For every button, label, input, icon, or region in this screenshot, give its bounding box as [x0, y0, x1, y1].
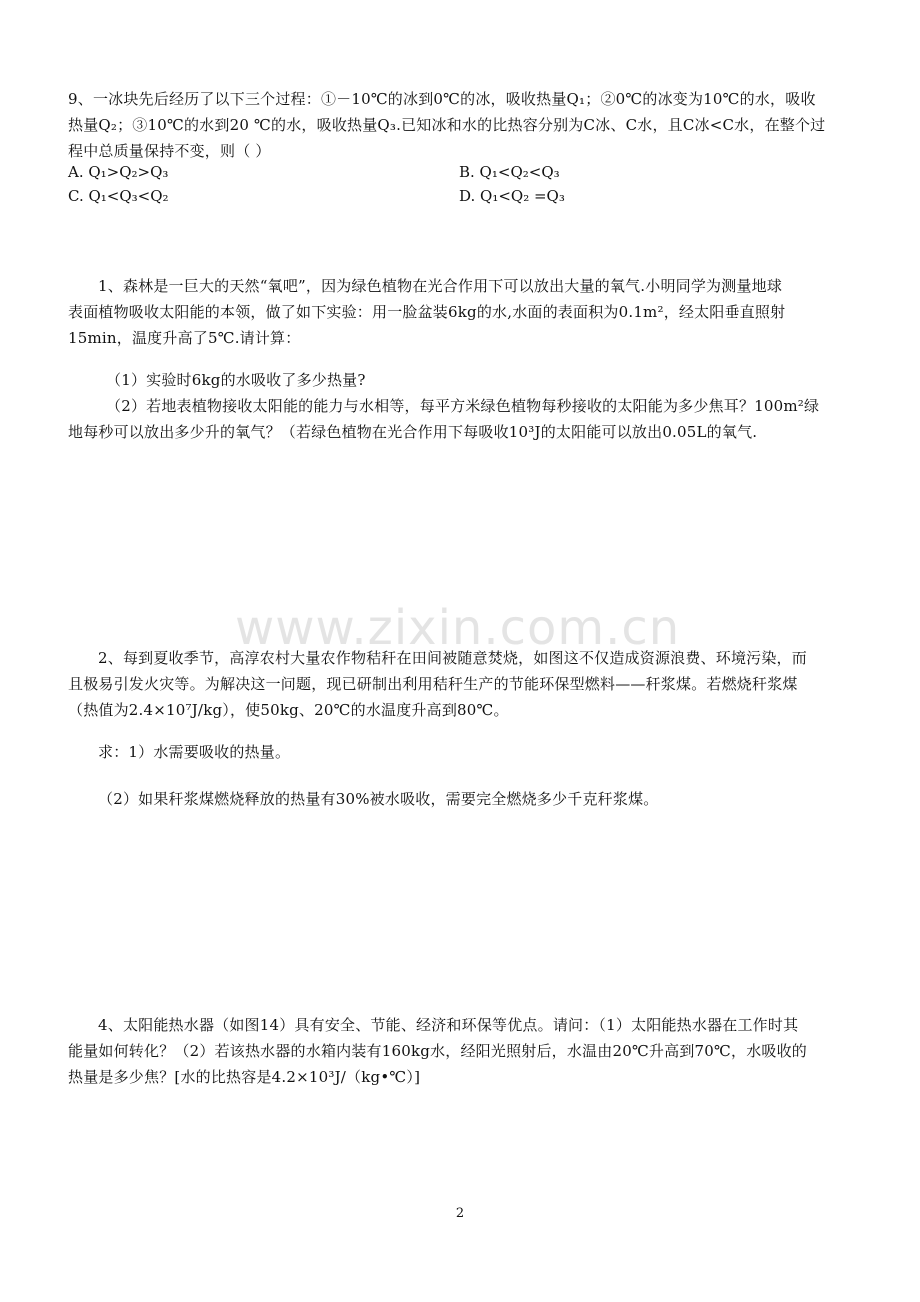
watermark: www.zixin.com.cn [235, 600, 681, 656]
question-4 [68, 1012, 858, 1090]
question-1-line-3: 15min，温度升高了5℃.请计算： [68, 329, 301, 347]
option-b: B. Q₁<Q₂<Q₃ [459, 163, 560, 181]
question-2-sub-2-text: （2）如果秆浆煤燃烧释放的热量有30%被水吸收，需要完全燃烧多少千克秆浆煤。 [98, 790, 659, 808]
question-4-line-1: 4、太阳能热水器（如图14）具有安全、节能、经济和环保等优点。请问：（1）太阳能热水器在工作时其 [98, 1016, 799, 1034]
question-9 [68, 86, 858, 164]
question-1-sub-2-line-2: 地每秒可以放出多少升的氧气？（若绿色植物在光合作用下每吸收10³J的太阳能可以放出0.05L的氧气. [68, 423, 758, 441]
question-1 [68, 273, 858, 351]
question-2-sub-1 [68, 739, 858, 765]
question-2-sub-1-text: 求：1）水需要吸收的热量。 [98, 743, 291, 761]
question-1-sub-1 [68, 367, 858, 393]
page-number: 2 [455, 1206, 465, 1221]
question-2-line-2: 且极易引发火灾等。为解决这一问题，现已研制出利用秸秆生产的节能环保型燃料——秆浆煤。若燃烧秆浆煤 [68, 675, 798, 693]
question-1-sub-2-line-1: （2）若地表植物接收太阳能的能力与水相等，每平方米绿色植物每秒接收的太阳能为多少焦耳？100m²绿 [106, 397, 820, 415]
question-2-line-1: 2、每到夏收季节，高淳农村大量农作物秸秆在田间被随意焚烧，如图这不仅造成资源浪费、环境污染，而 [98, 649, 807, 667]
option-c: C. Q₁<Q₃<Q₂ [68, 187, 169, 205]
question-2 [68, 645, 858, 723]
question-9-line-1: 9、一冰块先后经历了以下三个过程：①－10℃的冰到0℃的冰，吸收热量Q₁；②0℃的冰变为10℃的水，吸收 [68, 90, 816, 108]
question-9-line-2: 热量Q₂；③10℃的水到20 ℃的水，吸收热量Q₃.已知冰和水的比热容分别为C冰、C水，且C冰<C水，在整个过 [68, 116, 826, 134]
question-1-line-2: 表面植物吸收太阳能的本领，做了如下实验：用一脸盆装6kg的水,水面的表面积为0.1m²，经太阳垂直照射 [68, 303, 786, 321]
question-4-line-3: 热量是多少焦？[水的比热容是4.2×10³J/（kg•℃）] [68, 1068, 421, 1086]
question-2-line-3: （热值为2.4×10⁷J/kg），使50kg、20℃的水温度升高到80℃。 [68, 701, 509, 719]
option-a: A. Q₁>Q₂>Q₃ [68, 163, 169, 181]
question-9-line-3: 程中总质量保持不变，则（ ） [68, 142, 271, 160]
option-d: D. Q₁<Q₂ =Q₃ [459, 187, 565, 205]
question-1-line-1: 1、森林是一巨大的天然“氧吧”，因为绿色植物在光合作用下可以放出大量的氧气.小明同学为测量地球 [98, 277, 783, 295]
question-4-line-2: 能量如何转化？（2）若该热水器的水箱内装有160kg水，经阳光照射后，水温由20℃升高到70℃，水吸收的 [68, 1042, 808, 1060]
question-1-sub-2 [68, 393, 858, 445]
question-2-sub-2 [68, 786, 858, 812]
question-1-sub-1-text: （1）实验时6kg的水吸收了多少热量? [106, 371, 366, 389]
